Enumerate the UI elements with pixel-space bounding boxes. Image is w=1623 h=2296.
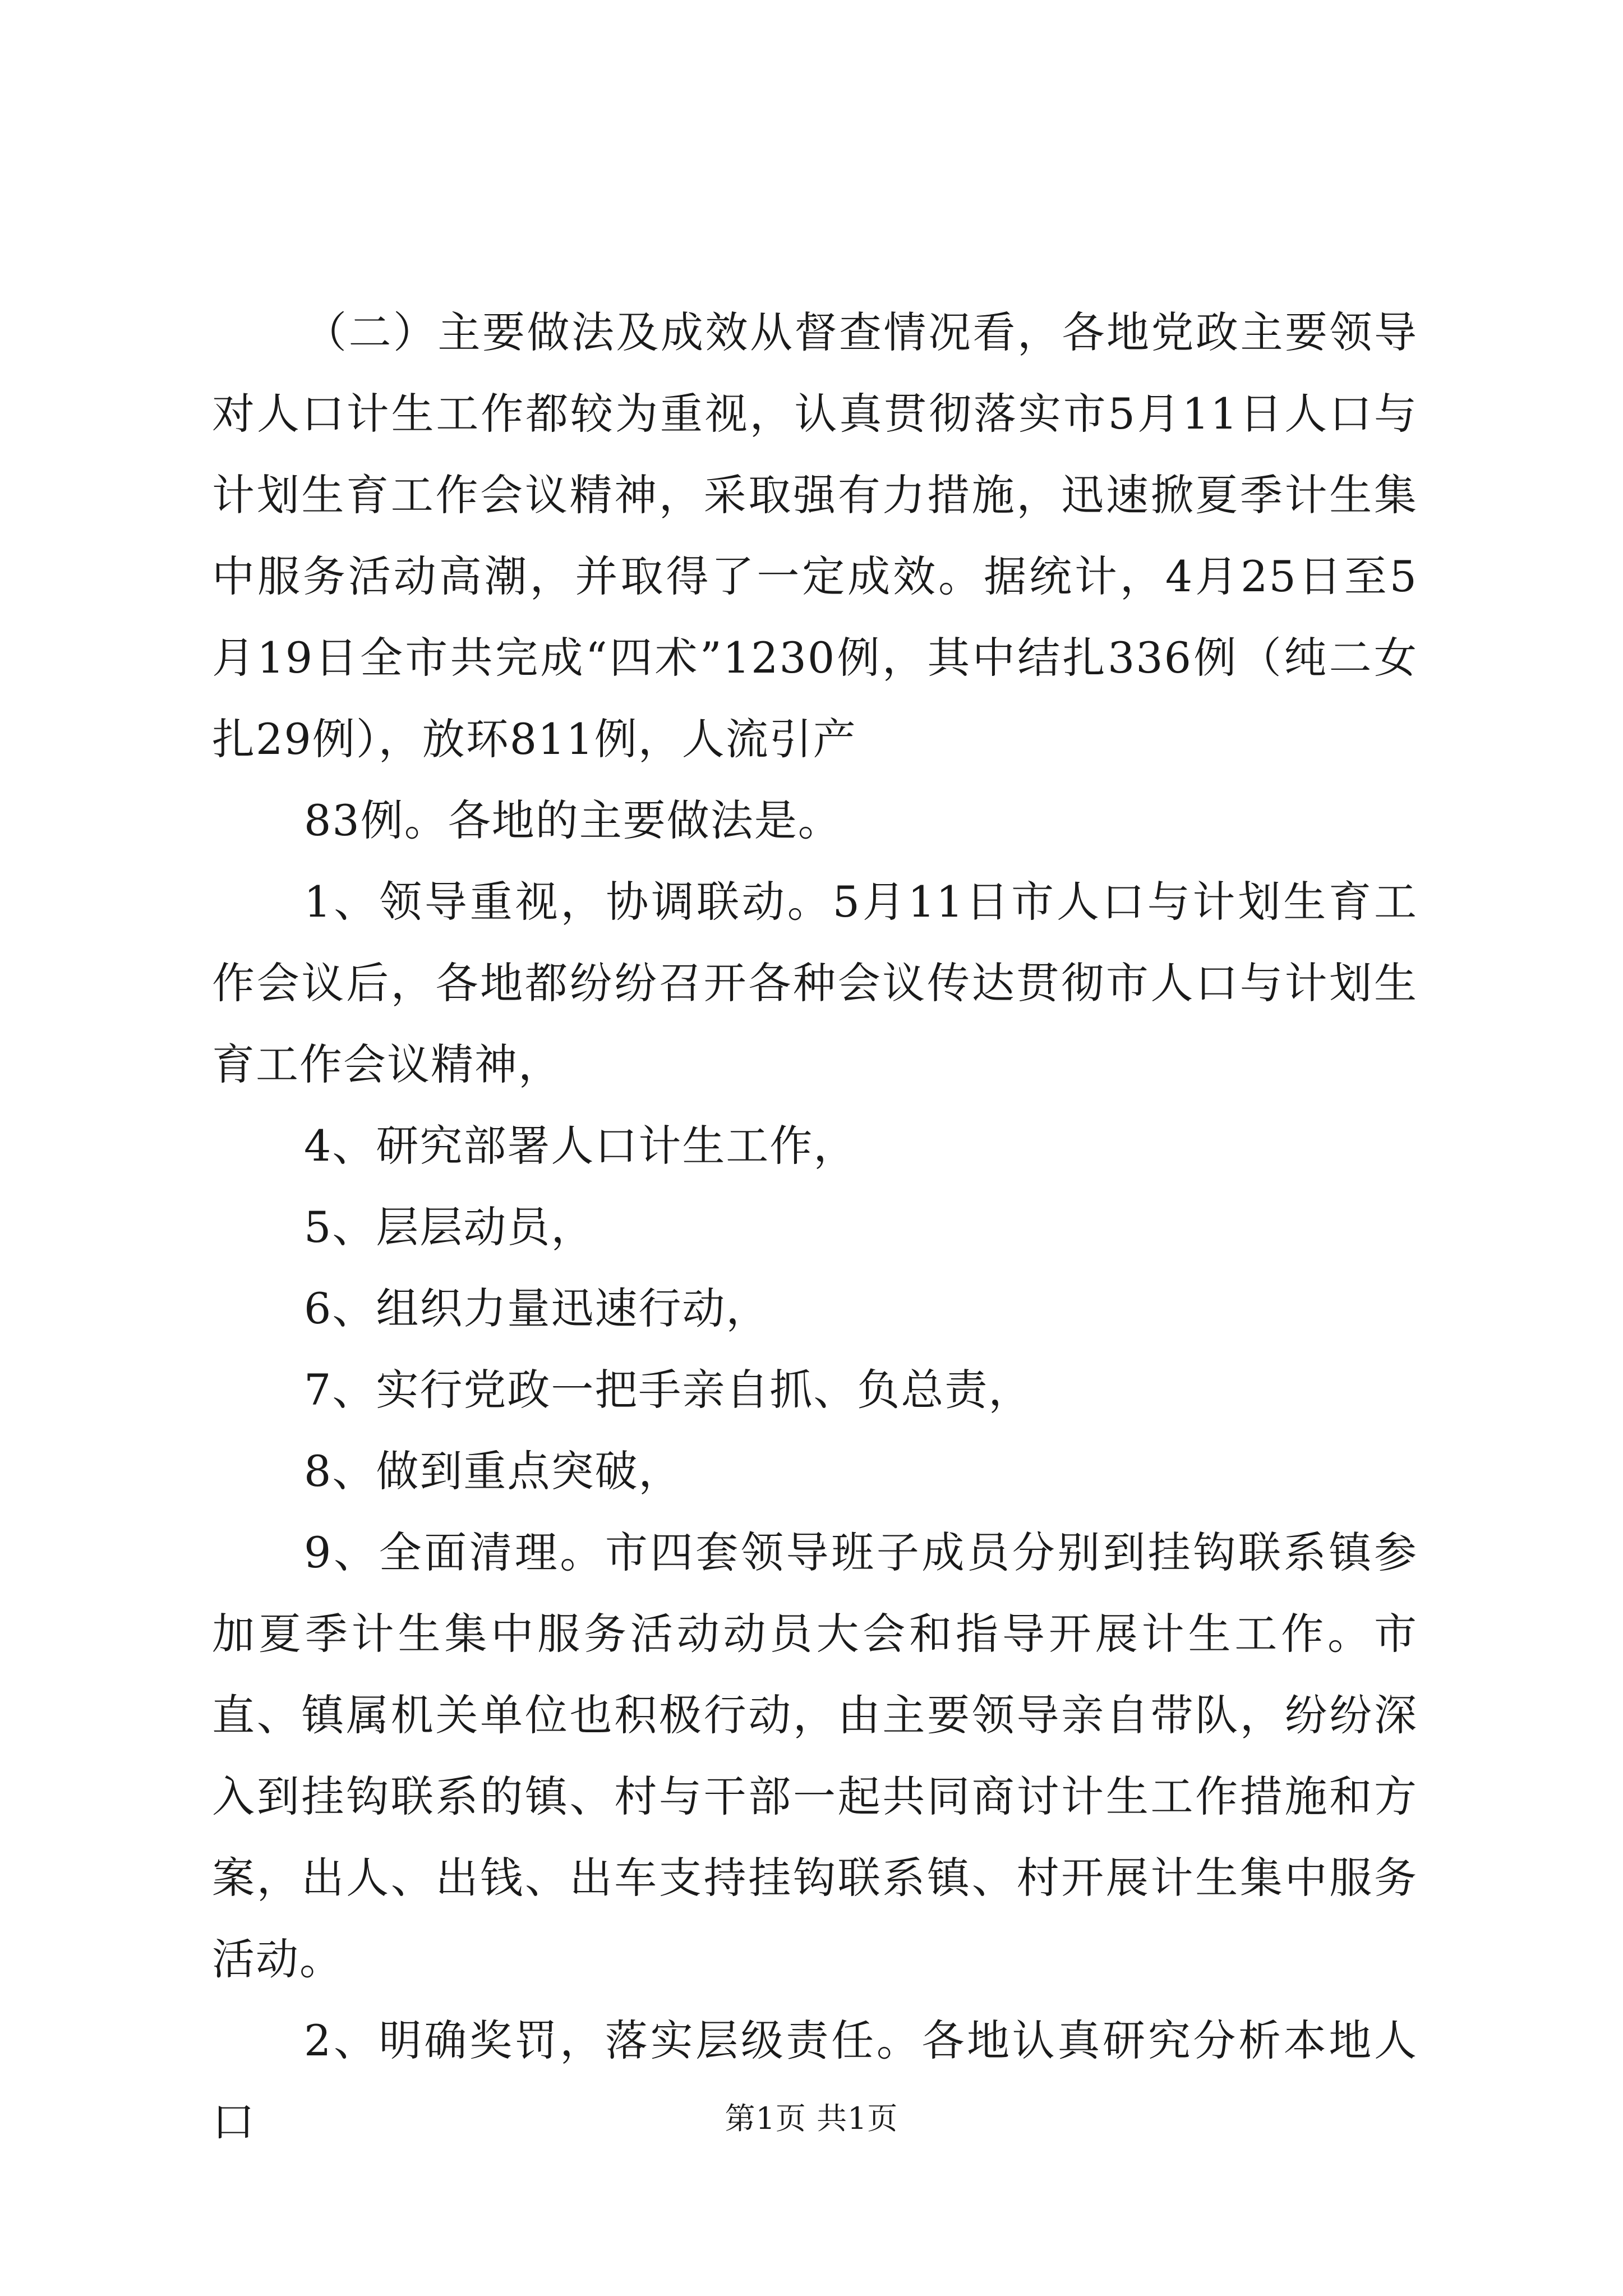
- page-footer: 第1页 共1页: [725, 2101, 898, 2136]
- paragraph-item-5: 5、层层动员，: [304, 1202, 595, 1252]
- document-body: [212, 292, 1418, 2162]
- paragraph-item-7: 7、实行党政一把手亲自抓、负总责，: [304, 1365, 1032, 1415]
- paragraph-main-practices: （二）主要做法及成效从督查情况看，各地党政主要领导对人口计生工作都较为重视，认真贯彻落实市5月11日人口与计划生育工作会议精神，采取强有力措施，迅速掀夏季计生集中服务活动高潮，并取得了一定成效。据统计，4月25日至5月19日全市共完成“四术”1230例，其中结扎336例（纯二女扎29例），放环811例，人流引产: [212, 307, 1418, 764]
- paragraph-item-6: 6、组织力量迅速行动，: [304, 1283, 770, 1333]
- paragraph-practices-intro: 83例。各地的主要做法是。: [304, 795, 842, 845]
- paragraph-item-2: 2、明确奖罚，落实层级责任。各地认真研究分析本地人口: [212, 2016, 1418, 2147]
- paragraph-item-4: 4、研究部署人口计生工作，: [304, 1121, 857, 1171]
- paragraph-item-9: 9、全面清理。市四套领导班子成员分别到挂钩联系镇参加夏季计生集中服务活动动员大会和指导开展计生工作。市直、镇属机关单位也积极行动，由主要领导亲自带队，纷纷深入到挂钩联系的镇、村与干部一起共同商讨计生工作措施和方案，出人、出钱、出车支持挂钩联系镇、村开展计生集中服务活动。: [212, 1527, 1418, 1984]
- paragraph-item-8: 8、做到重点突破，: [304, 1446, 683, 1496]
- paragraph-item-1: 1、领导重视，协调联动。5月11日市人口与计划生育工作会议后，各地都纷纷召开各种会议传达贯彻市人口与计划生育工作会议精神，: [212, 877, 1418, 1089]
